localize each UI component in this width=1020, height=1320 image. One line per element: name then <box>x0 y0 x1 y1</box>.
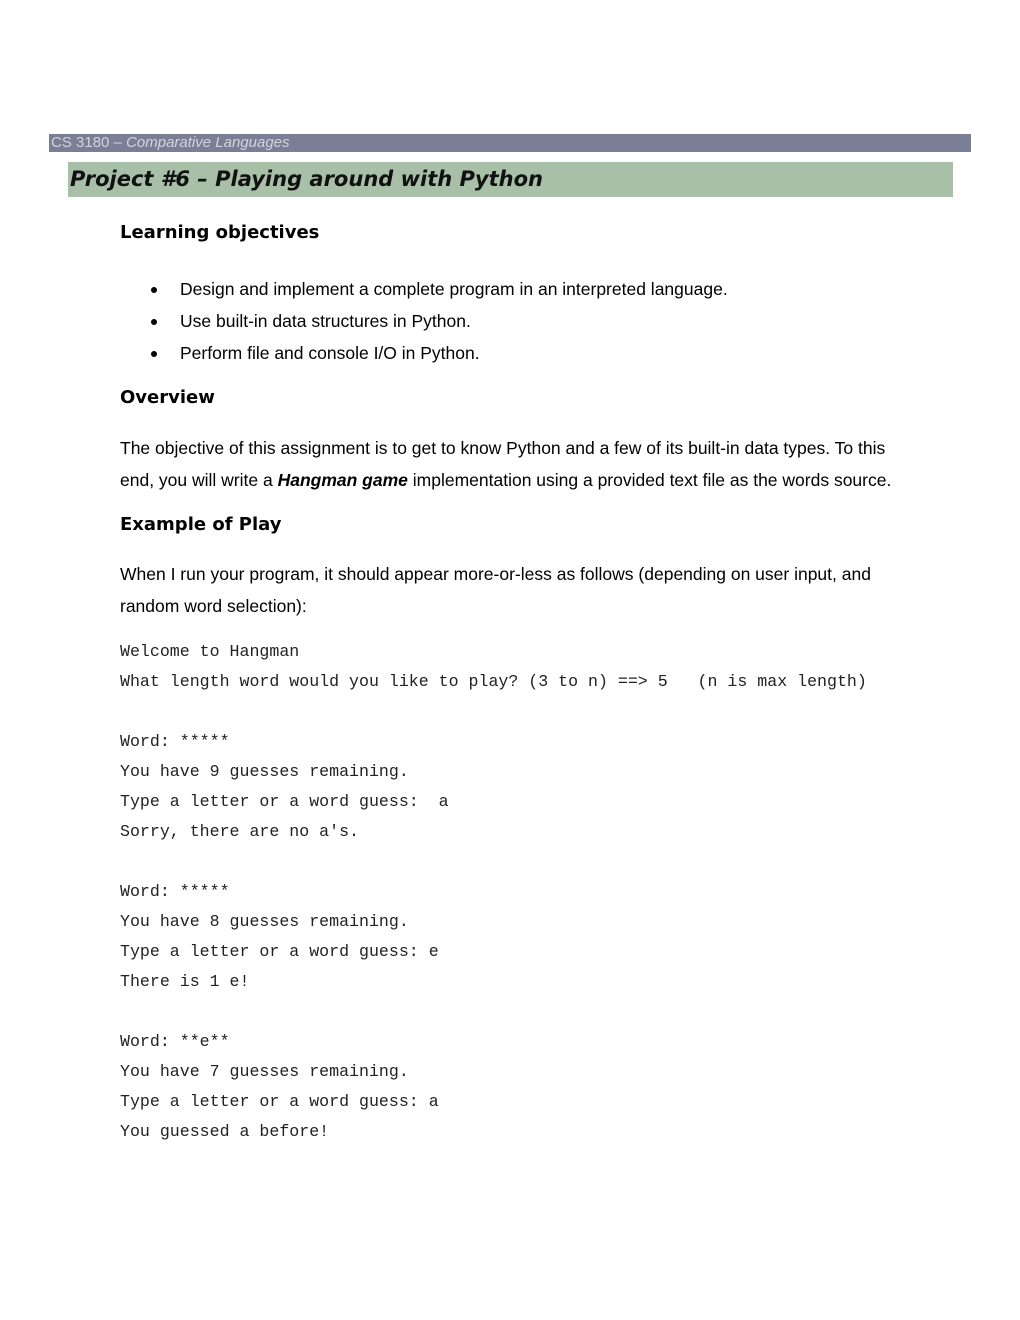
title-banner <box>68 162 953 197</box>
console-line: Type a letter or a word guess: a <box>120 792 449 811</box>
heading-example-of-play: Example of Play <box>120 514 282 535</box>
console-line: Type a letter or a word guess: e <box>120 942 439 961</box>
overview-emphasis: Hangman game <box>277 470 408 490</box>
overview-text-end: implementation using a provided text file as the words source. <box>407 470 892 490</box>
bullet-icon <box>151 351 157 357</box>
bullet-icon <box>151 287 157 293</box>
console-line: There is 1 e! <box>120 972 250 991</box>
list-item <box>120 273 728 305</box>
console-line: Welcome to Hangman <box>120 642 300 661</box>
console-line: Type a letter or a word guess: a <box>120 1092 439 1111</box>
console-line: You have 9 guesses remaining. <box>120 762 409 781</box>
list-item <box>120 337 728 369</box>
console-line: You guessed a before! <box>120 1122 330 1141</box>
heading-learning-objectives: Learning objectives <box>120 222 320 243</box>
console-line: Word: **e** <box>120 1032 230 1051</box>
console-line: What length word would you like to play? (3 to n) ==> 5 (n is max length) <box>120 672 867 691</box>
heading-overview: Overview <box>120 387 215 408</box>
objectives-list <box>120 273 728 369</box>
page-title: Project #6 – Playing around with Python <box>70 167 543 191</box>
console-line <box>120 847 867 877</box>
console-line: You have 7 guesses remaining. <box>120 1062 409 1081</box>
console-line: Word: ***** <box>120 732 230 751</box>
console-line: Sorry, there are no a's. <box>120 822 359 841</box>
overview-text-start: The objective of this assignment is to get to know Python and a few of its built-in data types. To this end, you will write a <box>120 438 886 490</box>
objective-text: Design and implement a complete program in an interpreted language. <box>180 279 728 299</box>
console-line: Word: ***** <box>120 882 230 901</box>
example-intro-paragraph: When I run your program, it should appear more-or-less as follows (depending on user input, and random word selection): <box>120 564 871 616</box>
course-name: Comparative Languages <box>126 134 290 151</box>
objective-text: Use built-in data structures in Python. <box>180 311 471 331</box>
overview-paragraph <box>120 432 910 496</box>
console-line <box>120 697 867 727</box>
console-line: You have 8 guesses remaining. <box>120 912 409 931</box>
list-item <box>120 305 728 337</box>
console-transcript <box>120 637 867 1147</box>
objective-text: Perform file and console I/O in Python. <box>180 343 480 363</box>
course-code: CS 3180 – <box>51 134 122 151</box>
bullet-icon <box>151 319 157 325</box>
running-header <box>49 134 971 152</box>
console-line <box>120 997 867 1027</box>
